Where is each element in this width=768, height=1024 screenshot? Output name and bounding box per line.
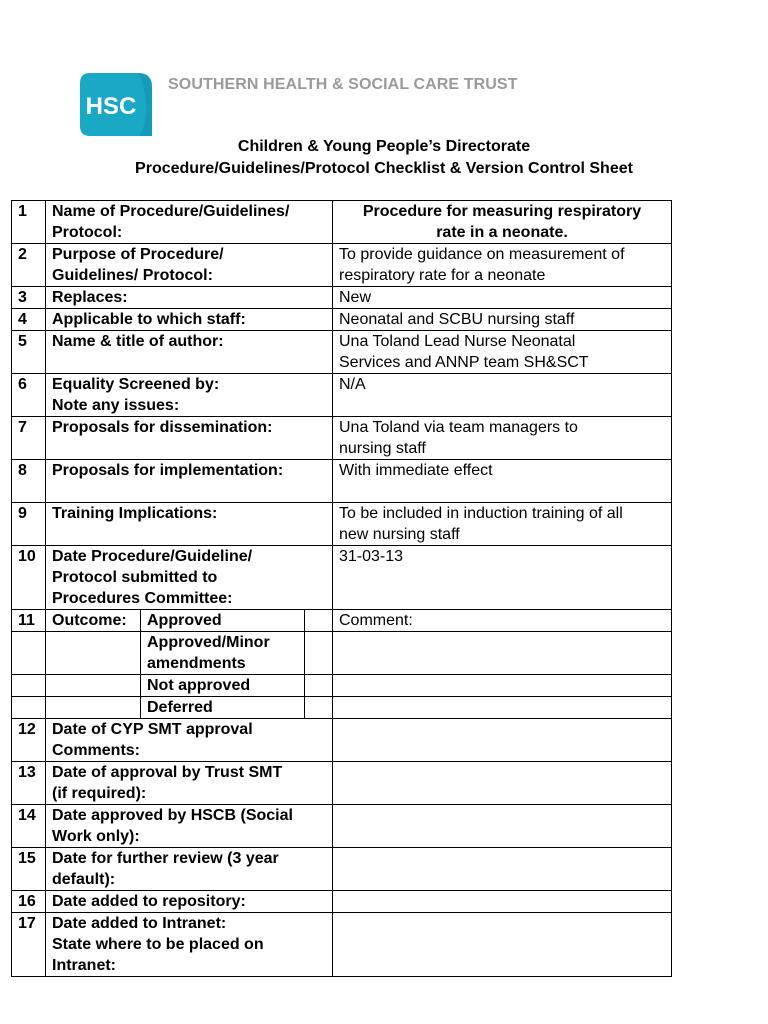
table-row (12, 805, 672, 848)
row-value: Una Toland Lead Nurse Neonatal Services and ANNP team SH&SCT (333, 331, 672, 374)
outcome-checkbox-deferred[interactable] (305, 697, 333, 719)
row-label: Training Implications: (46, 503, 333, 546)
row-label: Date of CYP SMT approval Comments: (46, 719, 333, 762)
row-number: 2 (12, 244, 46, 287)
table-row (12, 719, 672, 762)
row-label: Applicable to which staff: (46, 309, 333, 331)
outcome-option-minor-amendments: Approved/Minor amendments (141, 632, 305, 675)
row-value: Una Toland via team managers to nursing staff (333, 417, 672, 460)
row-value-field[interactable] (333, 891, 672, 913)
row-value: Procedure for measuring respiratory rate in a neonate. (333, 201, 672, 244)
row-label: Name of Procedure/Guidelines/ Protocol: (46, 201, 333, 244)
outcome-row (12, 610, 672, 632)
empty-cell (12, 632, 46, 675)
checklist-table (11, 200, 672, 977)
row-number: 15 (12, 848, 46, 891)
row-label: Proposals for implementation: (46, 460, 333, 503)
outcome-option-not-approved: Not approved (141, 675, 305, 697)
row-label: Date for further review (3 year default): (46, 848, 333, 891)
empty-cell (46, 697, 141, 719)
row-label: Replaces: (46, 287, 333, 309)
row-number: 9 (12, 503, 46, 546)
outcome-row (12, 697, 672, 719)
row-number: 12 (12, 719, 46, 762)
row-number: 10 (12, 546, 46, 610)
comment-field[interactable] (333, 675, 672, 697)
table-row (12, 546, 672, 610)
outcome-checkbox-not-approved[interactable] (305, 675, 333, 697)
row-value: 31-03-13 (333, 546, 672, 610)
row-label: Equality Screened by: Note any issues: (46, 374, 333, 417)
document-subtitle: Procedure/Guidelines/Protocol Checklist & Version Control Sheet (135, 160, 633, 177)
comment-field[interactable] (333, 697, 672, 719)
row-number: 16 (12, 891, 46, 913)
row-number: 17 (12, 913, 46, 977)
row-number: 3 (12, 287, 46, 309)
row-number: 8 (12, 460, 46, 503)
outcome-option-deferred: Deferred (141, 697, 305, 719)
row-value-field[interactable] (333, 762, 672, 805)
comment-field[interactable] (333, 632, 672, 675)
table-row (12, 309, 672, 331)
row-label: Date added to Intranet: State where to be placed on Intranet: (46, 913, 333, 977)
row-label: Date Procedure/Guideline/ Protocol submitted to Procedures Committee: (46, 546, 333, 610)
document-title: Children & Young People’s Directorate (237, 138, 531, 155)
row-value-field[interactable] (333, 805, 672, 848)
row-number: 13 (12, 762, 46, 805)
table-row (12, 201, 672, 244)
row-value: Neonatal and SCBU nursing staff (333, 309, 672, 331)
empty-cell (46, 675, 141, 697)
hsc-logo (80, 73, 152, 136)
row-value: With immediate effect (333, 460, 672, 503)
outcome-row (12, 675, 672, 697)
row-label: Name & title of author: (46, 331, 333, 374)
row-value: To be included in induction training of all new nursing staff (333, 503, 672, 546)
table-row (12, 503, 672, 546)
table-row (12, 913, 672, 977)
outcome-checkbox-approved[interactable] (305, 610, 333, 632)
outcome-option-approved: Approved (141, 610, 305, 632)
table-row (12, 374, 672, 417)
comment-label: Comment: (333, 610, 672, 632)
empty-cell (46, 632, 141, 675)
row-value-field[interactable] (333, 913, 672, 977)
row-label: Date of approval by Trust SMT (if required): (46, 762, 333, 805)
org-name: SOUTHERN HEALTH & SOCIAL CARE TRUST (168, 76, 518, 93)
row-label: Date added to repository: (46, 891, 333, 913)
outcome-checkbox-minor-amendments[interactable] (305, 632, 333, 675)
row-label: Purpose of Procedure/ Guidelines/ Protocol: (46, 244, 333, 287)
row-label: Proposals for dissemination: (46, 417, 333, 460)
row-value: N/A (333, 374, 672, 417)
row-number: 6 (12, 374, 46, 417)
row-number: 11 (12, 610, 46, 632)
row-value-field[interactable] (333, 848, 672, 891)
row-label: Date approved by HSCB (Social Work only): (46, 805, 333, 848)
table-row (12, 762, 672, 805)
empty-cell (12, 697, 46, 719)
table-row (12, 891, 672, 913)
table-row (12, 244, 672, 287)
row-value: New (333, 287, 672, 309)
row-value-field[interactable] (333, 719, 672, 762)
row-number: 14 (12, 805, 46, 848)
table-row (12, 848, 672, 891)
row-number: 1 (12, 201, 46, 244)
row-number: 5 (12, 331, 46, 374)
table-row (12, 287, 672, 309)
empty-cell (12, 675, 46, 697)
row-value: To provide guidance on measurement of respiratory rate for a neonate (333, 244, 672, 287)
table-row (12, 460, 672, 503)
row-number: 4 (12, 309, 46, 331)
hsc-logo-text: HSC (85, 93, 137, 120)
row-number: 7 (12, 417, 46, 460)
outcome-label: Outcome: (46, 610, 141, 632)
table-row (12, 417, 672, 460)
outcome-row (12, 632, 672, 675)
table-row (12, 331, 672, 374)
